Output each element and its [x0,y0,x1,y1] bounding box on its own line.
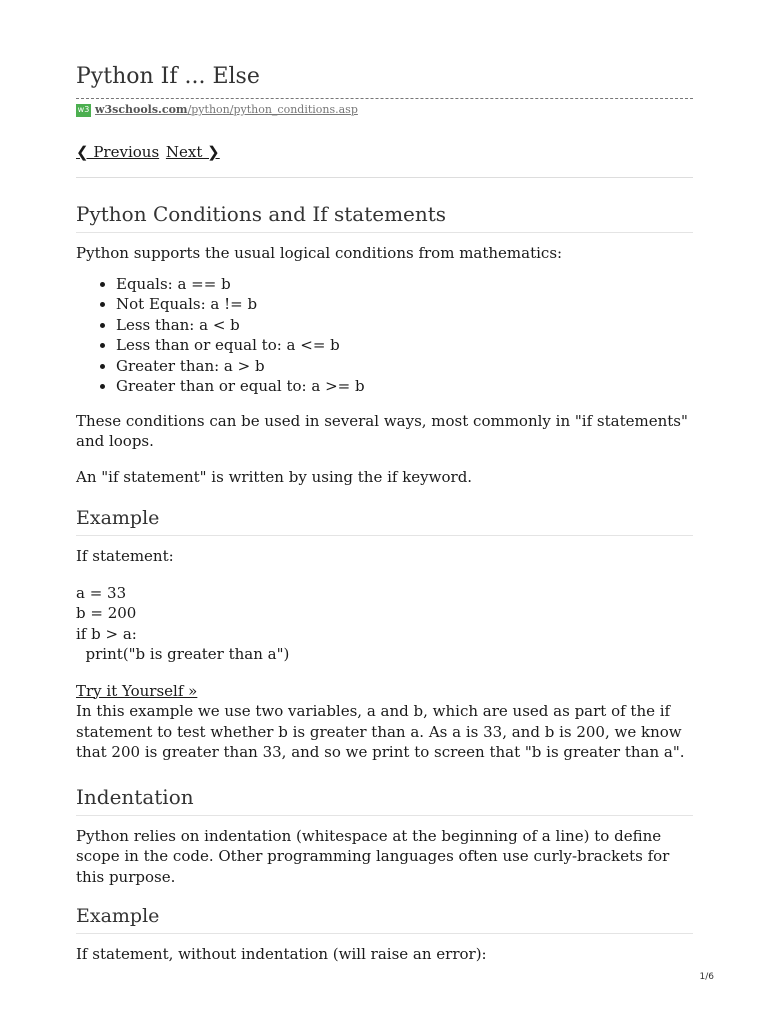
section-divider [76,815,693,816]
example-divider [76,535,693,536]
list-item: • Greater than or equal to: a >= b [116,376,693,397]
list-item: • Greater than: a > b [116,356,693,377]
if-keyword-paragraph: An "if statement" is written by using the if keyword. [76,467,473,486]
section-heading-indentation: Indentation [76,784,194,809]
usage-paragraph: These conditions can be used in several ways, most commonly in "if statements" and loops. [76,411,688,450]
previous-link[interactable]: ❮ Previous [76,143,160,161]
list-item: • Less than or equal to: a <= b [116,335,693,356]
list-item: • Not Equals: a != b [116,294,693,315]
intro-paragraph: Python supports the usual logical conditions from mathematics: [76,244,563,262]
example-label: If statement, without indentation (will raise an error): [76,945,487,963]
page-title: Python If ... Else [76,64,260,89]
section-divider [76,232,693,233]
document-page [76,62,693,965]
code-sample: a = 33 b = 200 if b > a: print("b is greater than a") [76,583,290,663]
pagination-nav [76,143,693,161]
list-item: • Less than: a < b [116,315,693,336]
example-heading: Example [76,507,160,529]
nav-divider [76,177,693,178]
next-link[interactable]: Next ❯ [165,143,220,161]
example-heading: Example [76,905,160,927]
example-divider [76,933,693,934]
list-item: • Equals: a == b [116,274,693,295]
source-line [76,102,693,118]
page-number: 1/6 [699,972,714,982]
title-divider [76,98,693,99]
try-it-yourself-link-wrap [76,681,693,702]
example-explanation: In this example we use two variables, a and b, which are used as part of the if statement to test whether b is greater than a. As a is 33, and b is 200, we know that 200 is greater than 33, and so we print to screen that "b is greater than a". [76,702,685,761]
conditions-list [76,274,693,397]
w3schools-logo-icon: w3 [76,104,91,117]
section-heading-conditions: Python Conditions and If statements [76,202,447,226]
example-label: If statement: [76,547,174,565]
try-it-yourself-link[interactable]: Try it Yourself » [76,681,198,700]
source-link[interactable]: w3schools.com/python/python_conditions.asp [95,103,358,116]
indentation-paragraph: Python relies on indentation (whitespace at the beginning of a line) to define scope in the code. Other programming languages often use curly-brackets for this purpose. [76,826,670,886]
